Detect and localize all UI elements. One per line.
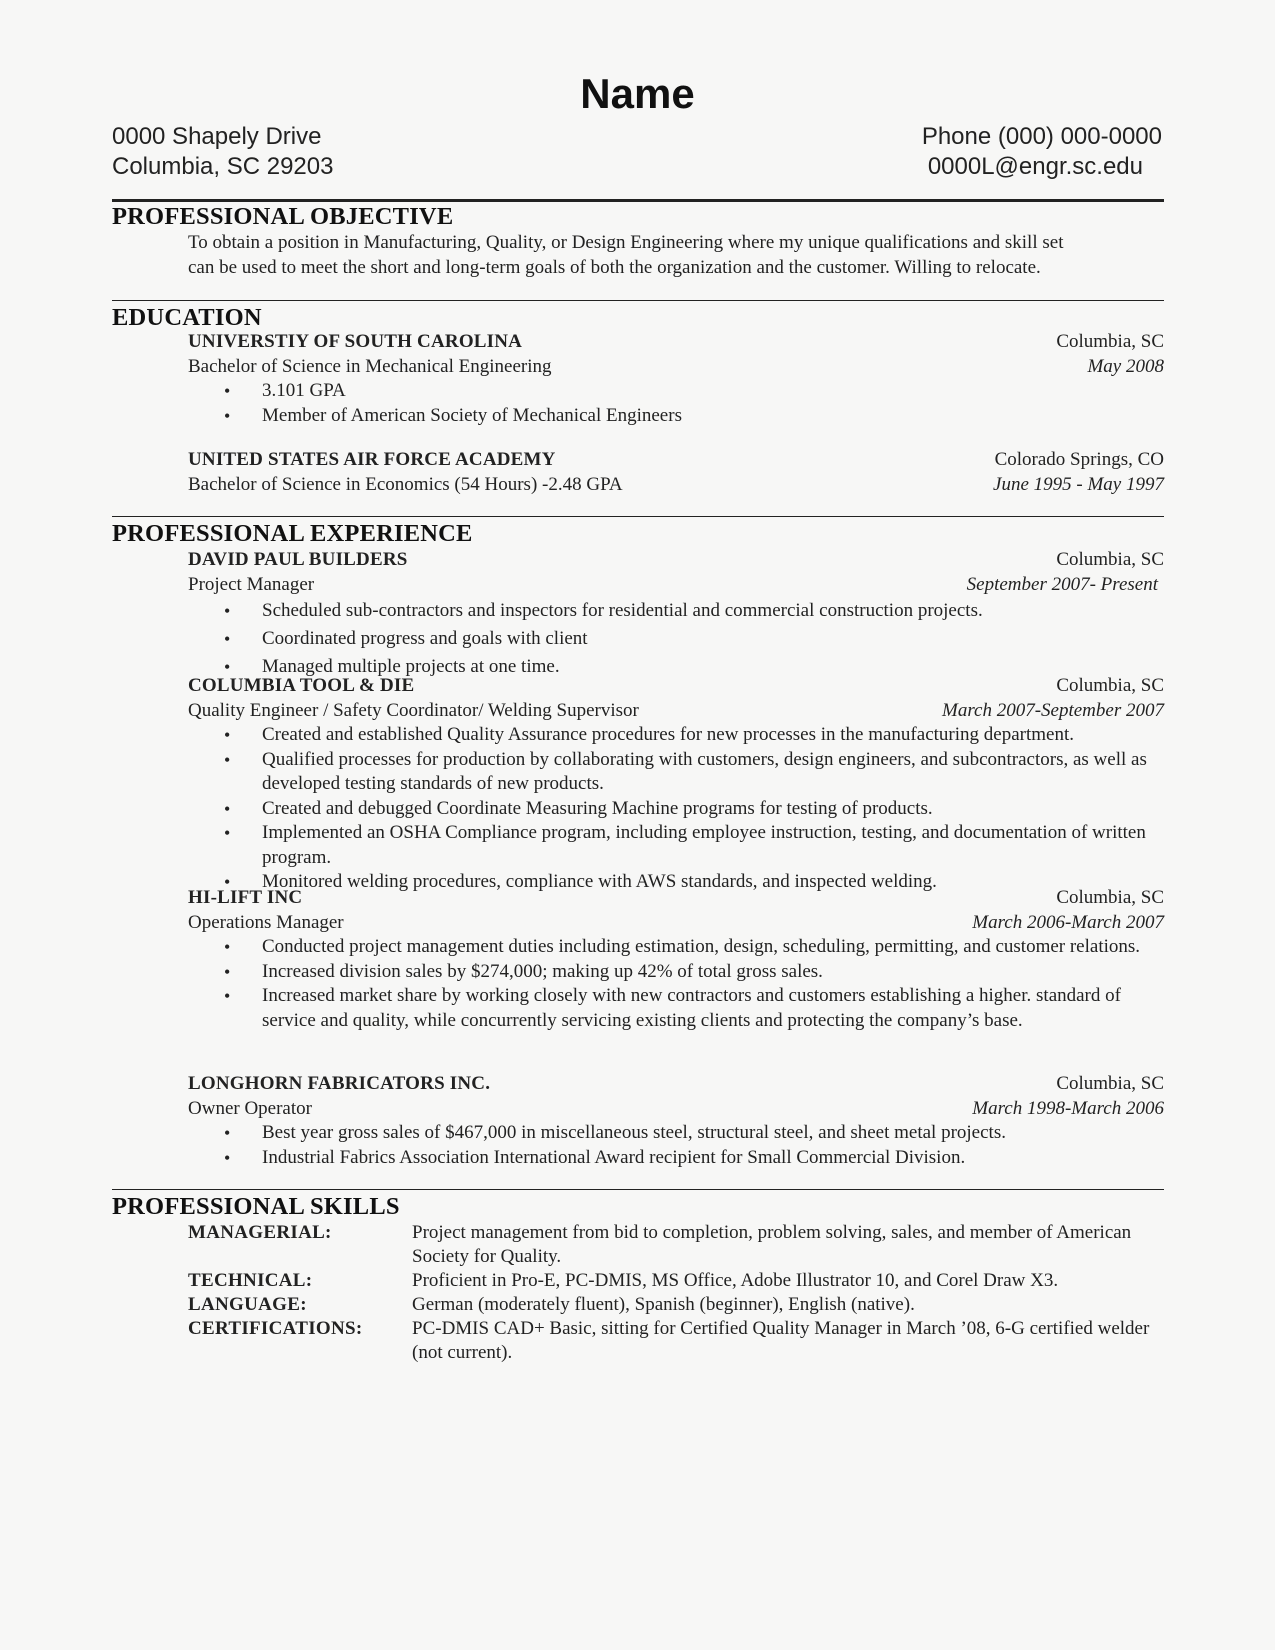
skill-label: LANGUAGE: <box>188 1294 307 1315</box>
education-entry-1 <box>188 330 1164 428</box>
education-entry-2 <box>188 448 1164 497</box>
skill-label: CERTIFICATIONS: <box>188 1318 363 1339</box>
job-title: Operations Manager <box>188 911 344 933</box>
skills-list <box>188 1221 1164 1365</box>
skill-row <box>188 1269 1164 1293</box>
skill-row <box>188 1317 1164 1365</box>
degree: Bachelor of Science in Mechanical Engineering <box>188 355 552 377</box>
candidate-name: Name <box>580 70 695 117</box>
list-item: • 3.101 GPA <box>224 380 346 401</box>
school-location: Columbia, SC <box>1056 331 1164 352</box>
skill-row <box>188 1221 1164 1269</box>
job-entry-4 <box>188 1072 1164 1170</box>
skill-row <box>188 1293 1164 1317</box>
job-dates: March 2007-September 2007 <box>942 699 1164 721</box>
degree: Bachelor of Science in Economics (54 Hours) -2.48 GPA <box>188 473 623 495</box>
header-divider <box>112 199 1164 202</box>
list-item: • Managed multiple projects at one time. <box>224 656 560 677</box>
company-name: DAVID PAUL BUILDERS <box>188 549 408 570</box>
list-item: • Qualified processes for production by collaborating with customers, design engineers, and subcontractors, as well as developed testing standards of new products. <box>224 748 1147 794</box>
skill-label: TECHNICAL: <box>188 1270 313 1291</box>
section-divider <box>112 300 1164 301</box>
company-location: Columbia, SC <box>1056 887 1164 908</box>
phone-number: Phone (000) 000-0000 <box>921 123 1162 150</box>
address-block <box>112 122 333 182</box>
objective-line-1: To obtain a position in Manufacturing, Quality, or Design Engineering where my unique qualifications and skill set <box>188 232 1064 253</box>
address-line-1: 0000 Shapely Drive <box>112 123 322 150</box>
school-name: UNIVERSTIY OF SOUTH CAROLINA <box>188 331 523 352</box>
company-name: HI-LIFT INC <box>188 887 303 908</box>
job-dates: March 2006-March 2007 <box>972 911 1164 933</box>
list-item: • Member of American Society of Mechanical Engineers <box>224 404 682 426</box>
job-entry-1 <box>188 548 1164 681</box>
job-entry-2 <box>188 674 1164 895</box>
job-title: Project Manager <box>188 573 315 595</box>
list-item: • Scheduled sub-contractors and inspectors for residential and commercial construction projects. <box>224 600 983 621</box>
address-line-2: Columbia, SC 29203 <box>112 153 334 180</box>
objective-line-2: can be used to meet the short and long-term goals of both the organization and the customer. Willing to relocate. <box>188 256 1041 278</box>
list-item: • Conducted project management duties including estimation, design, scheduling, permitting, and customer relations. <box>224 936 1141 957</box>
job-title: Owner Operator <box>188 1097 312 1119</box>
education-heading: EDUCATION <box>112 304 262 331</box>
skill-value: Project management from bid to completion, problem solving, sales, and member of American Society for Quality. <box>412 1222 1132 1267</box>
skill-value: PC-DMIS CAD+ Basic, sitting for Certified Quality Manager in March ’08, 6-G certified welder (not current). <box>412 1318 1150 1363</box>
list-item: • Best year gross sales of $467,000 in miscellaneous steel, structural steel, and sheet metal projects. <box>224 1122 1006 1143</box>
objective-heading: PROFESSIONAL OBJECTIVE <box>112 203 454 230</box>
list-item: • Created and debugged Coordinate Measuring Machine programs for testing of products. <box>224 797 933 819</box>
list-item: • Increased market share by working closely with new contractors and customers establishing a higher. standard of service and quality, while concurrently servicing existing clients and protecting the company’s base. <box>224 985 1121 1031</box>
skills-heading: PROFESSIONAL SKILLS <box>112 1193 400 1220</box>
list-item: • Implemented an OSHA Compliance program, including employee instruction, testing, and documentation of written program. <box>224 822 1146 868</box>
job-entry-3 <box>188 886 1164 1033</box>
company-location: Columbia, SC <box>1056 675 1164 696</box>
objective-text <box>188 231 1164 280</box>
list-item: • Increased division sales by $274,000; making up 42% of total gross sales. <box>224 960 823 982</box>
list-item: • Created and established Quality Assurance procedures for new processes in the manufacturing department. <box>224 724 1074 745</box>
skill-value: German (moderately fluent), Spanish (beginner), English (native). <box>412 1294 915 1315</box>
list-item: • Industrial Fabrics Association International Award recipient for Small Commercial Division. <box>224 1146 966 1168</box>
contact-block <box>922 122 1162 182</box>
graduation-date: May 2008 <box>1087 355 1164 377</box>
skill-label: MANAGERIAL: <box>188 1222 332 1243</box>
job-dates: September 2007- Present <box>966 573 1158 595</box>
section-divider <box>112 1189 1164 1190</box>
school-location: Colorado Springs, CO <box>994 449 1164 470</box>
company-name: LONGHORN FABRICATORS INC. <box>188 1073 491 1094</box>
job-title: Quality Engineer / Safety Coordinator/ Welding Supervisor <box>188 699 639 721</box>
email-address: 0000L@engr.sc.edu <box>927 153 1144 180</box>
company-name: COLUMBIA TOOL & DIE <box>188 675 415 696</box>
school-name: UNITED STATES AIR FORCE ACADEMY <box>188 449 556 470</box>
list-item: • Coordinated progress and goals with client <box>224 628 588 649</box>
list-item: • Monitored welding procedures, compliance with AWS standards, and inspected welding. <box>224 871 937 892</box>
job-dates: March 1998-March 2006 <box>972 1097 1164 1119</box>
company-location: Columbia, SC <box>1056 549 1164 570</box>
skill-value: Proficient in Pro-E, PC-DMIS, MS Office, Adobe Illustrator 10, and Corel Draw X3. <box>412 1270 1059 1291</box>
experience-heading: PROFESSIONAL EXPERIENCE <box>112 520 473 547</box>
attendance-date: June 1995 - May 1997 <box>993 473 1164 495</box>
section-divider <box>112 516 1164 517</box>
company-location: Columbia, SC <box>1056 1073 1164 1094</box>
